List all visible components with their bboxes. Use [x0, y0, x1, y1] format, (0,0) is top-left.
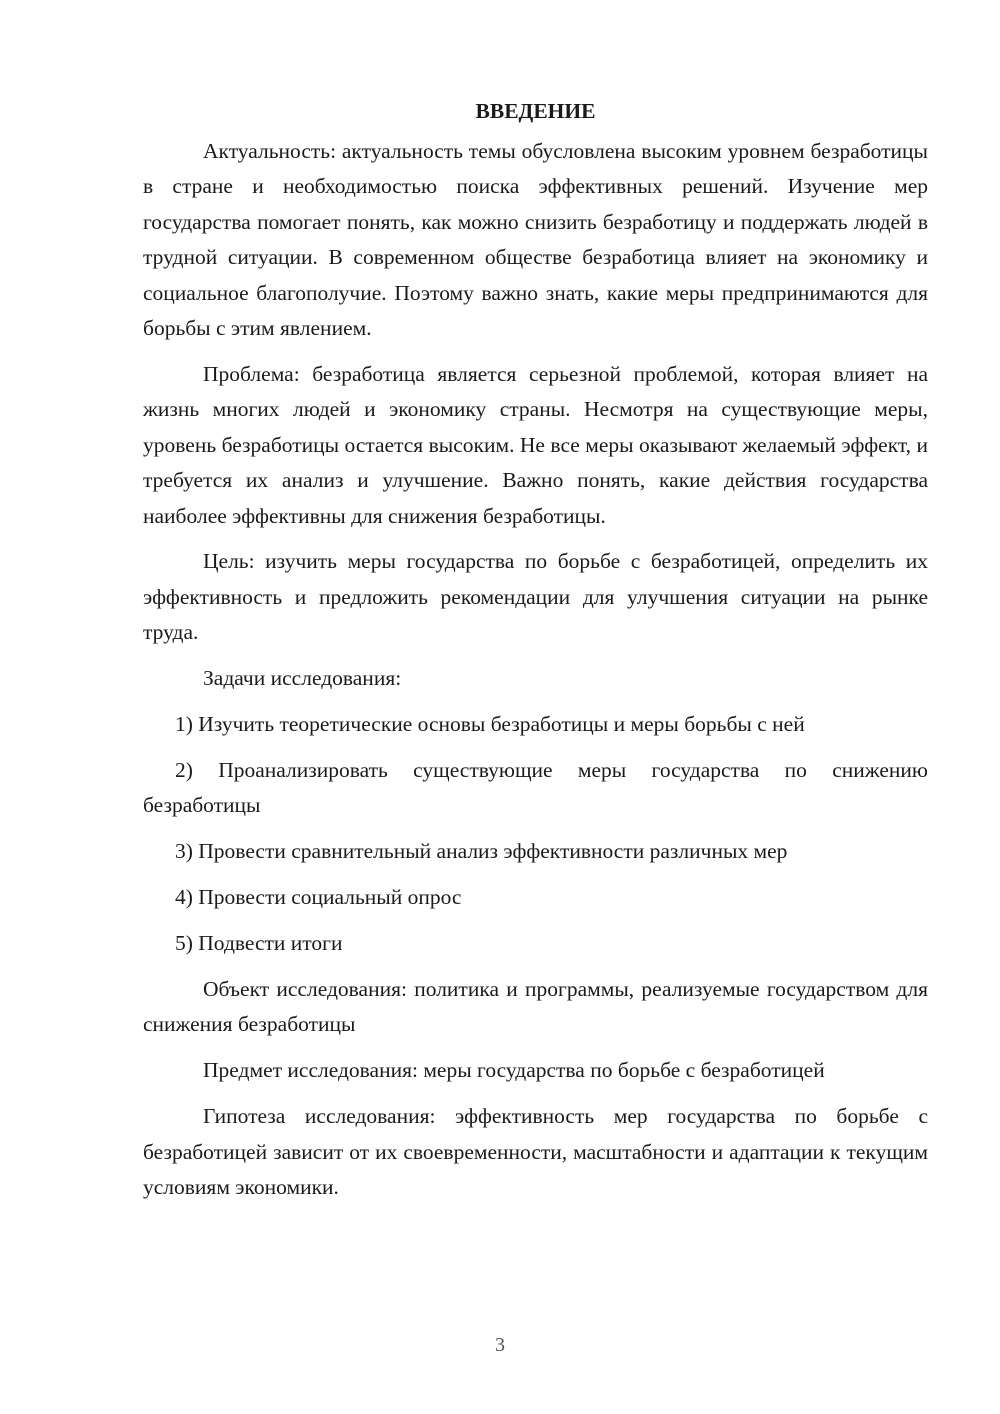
relevance-paragraph: Актуальность: актуальность темы обусловлена высоким уровнем безработицы в стране и необходимостью поиска эффективных решений. Изучение мер государства помогает понять, как можно снизить безработицу и поддержать людей в трудной ситуации. В современном обществе безработица влияет на экономику и социальное благополучие. Поэтому важно знать, какие меры предпринимаются для борьбы с этим явлением.	[143, 139, 928, 341]
task-item-5: 5) Подвести итоги	[175, 931, 343, 956]
task-item-2: 2) Проанализировать существующие меры государства по снижению безработицы	[143, 758, 928, 818]
page-number: 3	[495, 1334, 505, 1356]
goal-paragraph: Цель: изучить меры государства по борьбе с безработицей, определить их эффективность и предложить рекомендации для улучшения ситуации на рынке труда.	[143, 549, 928, 645]
task-item-1: 1) Изучить теоретические основы безработицы и меры борьбы с ней	[175, 712, 805, 737]
subject-paragraph: Предмет исследования: меры государства по борьбе с безработицей	[203, 1058, 825, 1083]
task-item-4: 4) Провести социальный опрос	[175, 885, 462, 910]
task-item-3: 3) Провести сравнительный анализ эффективности различных мер	[175, 839, 788, 864]
page-title: ВВЕДЕНИЕ	[475, 99, 596, 123]
document-page	[143, 96, 928, 1216]
object-paragraph: Объект исследования: политика и программы, реализуемые государством для снижения безработицы	[143, 977, 928, 1037]
tasks-title: Задачи исследования:	[203, 666, 402, 691]
hypothesis-paragraph: Гипотеза исследования: эффективность мер государства по борьбе с безработицей зависит от их своевременности, масштабности и адаптации к текущим условиям экономики.	[143, 1104, 928, 1200]
problem-paragraph: Проблема: безработица является серьезной проблемой, которая влияет на жизнь многих людей и экономику страны. Несмотря на существующие меры, уровень безработицы остается высоким. Не все меры оказывают желаемый эффект, и требуется их анализ и улучшение. Важно понять, какие действия государства наиболее эффективны для снижения безработицы.	[143, 361, 928, 528]
